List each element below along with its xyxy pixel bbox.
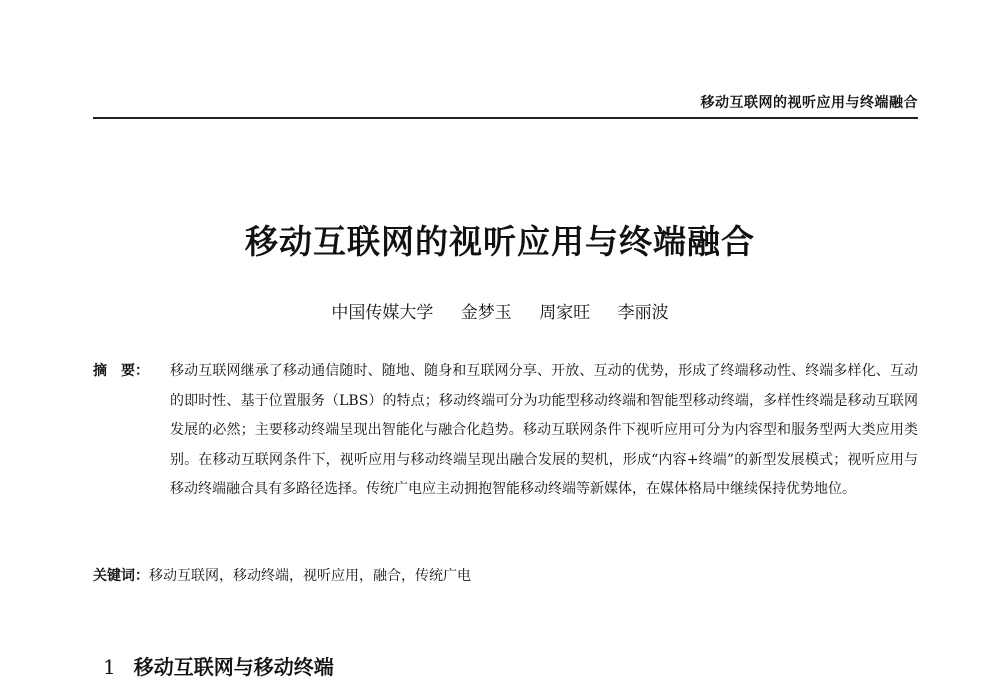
section-heading (103, 651, 334, 680)
abstract-label: 摘 要： (93, 363, 149, 379)
keywords-label: 关键词： (93, 568, 149, 584)
section-title: 移动互联网与移动终端 (133, 655, 334, 679)
author-name: 李丽波 (617, 303, 669, 323)
author-line (0, 298, 1000, 323)
header-rule (93, 117, 918, 119)
keywords-text: 移动互联网，移动终端，视听应用，融合，传统广电 (149, 568, 471, 584)
author-name: 金梦玉 (460, 303, 512, 323)
section-number: 1 (103, 655, 116, 679)
running-header: 移动互联网的视听应用与终端融合 (700, 95, 918, 111)
keywords (93, 565, 471, 585)
abstract (93, 357, 918, 505)
author-name: 周家旺 (539, 303, 591, 323)
paper-title: 移动互联网的视听应用与终端融合 (245, 222, 755, 261)
abstract-body: 移动互联网继承了移动通信随时、随地、随身和互联网分享、开放、互动的优势，形成了终端移动性、终端多样化、互动的即时性、基于位置服务（LBS）的特点；移动终端可分为功能型移动终端和智能型移动终端，多样性终端是移动互联网发展的必然；主要移动终端呈现出智能化与融合化趋势。移动互联网条件下视听应用可分为内容型和服务型两大类应用类别。在移动互联网条件下，视听应用与移动终端呈现出融合发展的契机，形成“内容+终端”的新型发展模式；视听应用与移动终端融合具有多路径选择。传统广电应主动拥抱智能移动终端等新媒体，在媒体格局中继续保持优势地位。 (170, 363, 918, 497)
affiliation: 中国传媒大学 (331, 303, 434, 323)
